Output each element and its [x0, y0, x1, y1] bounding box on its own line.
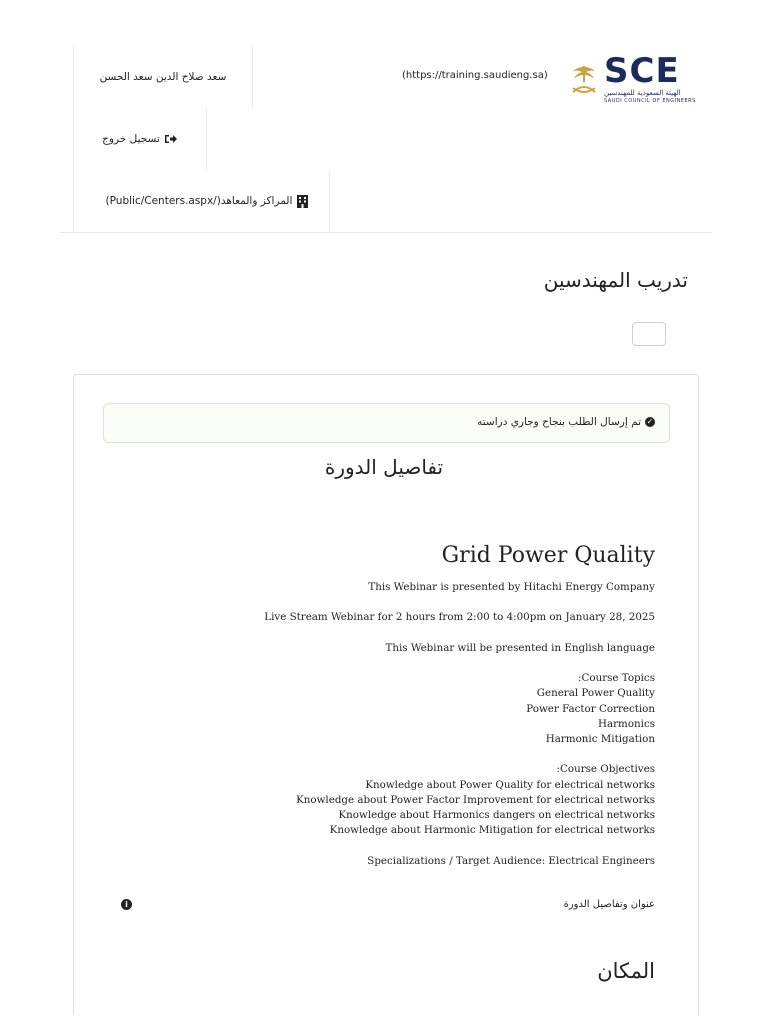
- course-details-heading: تفاصيل الدورة: [324, 455, 444, 479]
- user-name: سعد صلاح الدين سعد الحسن: [99, 71, 227, 83]
- location-heading: المكان: [597, 959, 655, 983]
- objectives-header: :Course Objectives: [556, 763, 655, 776]
- check-circle-icon: ✓: [646, 417, 654, 426]
- course-field-label: عنوان وتفاصيل الدورة: [563, 899, 655, 910]
- topics-header: :Course Topics: [578, 672, 655, 685]
- info-icon[interactable]: i: [121, 899, 132, 910]
- list-item: Knowledge about Power Quality for electrical networks: [365, 778, 655, 791]
- centers-label: المراكز والمعاهد: [220, 195, 293, 207]
- logout-link[interactable]: [73, 108, 207, 170]
- building-icon: [296, 194, 309, 209]
- course-presenter: This Webinar is presented by Hitachi Energy Company: [368, 581, 655, 593]
- top-header: [60, 46, 712, 233]
- logo-english-name: SAUDI COUNCIL OF ENGINEERS: [604, 98, 696, 104]
- success-alert: [103, 403, 670, 443]
- course-description: [135, 543, 655, 869]
- sign-out-icon: [164, 133, 178, 145]
- user-name-menu[interactable]: [73, 46, 253, 108]
- course-title: Grid Power Quality: [441, 543, 655, 568]
- list-item: Harmonic Mitigation: [545, 732, 655, 745]
- sidebar-toggle-button[interactable]: [632, 322, 666, 346]
- course-language: This Webinar will be presented in English language: [385, 641, 655, 654]
- logout-label: تسجيل خروج: [102, 133, 160, 145]
- alert-message: تم إرسال الطلب بنجاح وجاري دراسته: [477, 416, 641, 428]
- course-card: [73, 374, 699, 1015]
- target-audience: Specializations / Target Audience: Electrical Engineers: [367, 854, 655, 867]
- list-item: Knowledge about Harmonics dangers on electrical networks: [338, 808, 655, 821]
- list-item: Harmonics: [598, 717, 655, 730]
- list-item: Power Factor Correction: [526, 702, 655, 715]
- course-schedule: Live Stream Webinar for 2 hours from 2:00 to 4:00pm on January 28, 2025: [264, 611, 655, 624]
- list-item: General Power Quality: [536, 687, 655, 700]
- site-link[interactable]: (https://training.saudieng.sa): [402, 70, 548, 81]
- centers-link[interactable]: [73, 170, 330, 232]
- page-title: تدريب المهندسين: [543, 268, 688, 292]
- list-item: Knowledge about Power Factor Improvement for electrical networks: [296, 793, 655, 806]
- logo-arabic-name: الهيئة السعودية للمهندسين: [604, 89, 681, 97]
- centers-path: (Public/Centers.aspx/): [105, 195, 221, 207]
- logo-wordmark: SCE: [604, 51, 680, 91]
- list-item: Knowledge about Harmonic Mitigation for electrical networks: [329, 824, 655, 837]
- palm-swords-icon: [568, 62, 600, 96]
- sce-logo[interactable]: [568, 52, 710, 106]
